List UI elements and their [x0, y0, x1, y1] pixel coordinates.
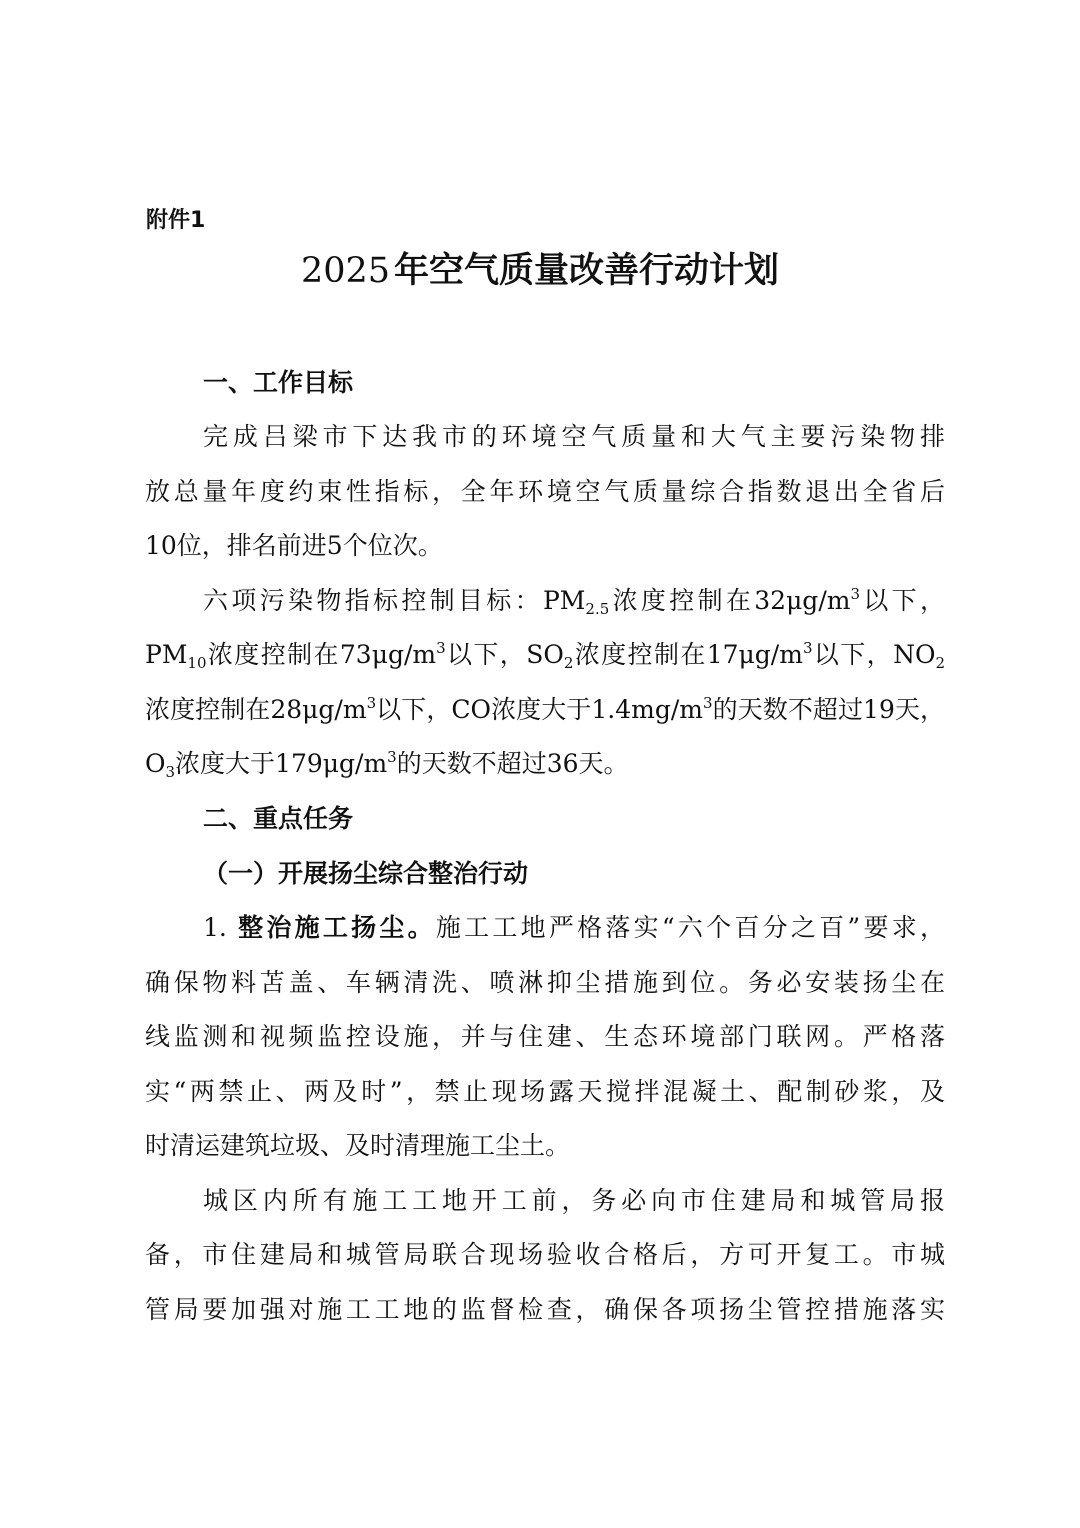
subsection-heading: （一）开展扬尘综合整治行动 — [203, 859, 529, 888]
item-title: 整治施工扬尘。 — [238, 913, 436, 942]
paragraph-line: 10位，排名前进5个位次。 — [145, 531, 443, 560]
item-text: 施工工地严格落实“六个百分之百”要求， — [435, 913, 945, 942]
paragraph-line: 实“两禁止、两及时”，禁止现场露天搅拌混凝土、配制砂浆，及 — [145, 1077, 945, 1106]
pollutant-targets-line: 浓度控制在$28\mu g/m^3$以下，CO浓度大于$1.4mg/m^3$的天数不超过19天， — [145, 694, 945, 724]
section-heading-key-tasks: 二、重点任务 — [203, 804, 354, 833]
item-1-first-line — [203, 906, 945, 950]
pollutant-targets-line: $PM_{10}$浓度控制在$73\mu g/m^3$以下，$SO_2$浓度控制在$17\mu g/m^3$以下，$NO_2$ — [145, 639, 945, 672]
attachment-label: 附件1 — [146, 208, 206, 233]
title-text: 年空气质量改善行动计划 — [394, 251, 780, 291]
pollutant-targets-line: $O_3$浓度大于$179\mu g/m^3$的天数不超过36天。 — [145, 748, 629, 781]
paragraph-line: 确保物料苫盖、车辆清洗、喷淋抑尘措施到位。务必安装扬尘在 — [145, 968, 945, 997]
paragraph-line: 管局要加强对施工工地的监督检查，确保各项扬尘管控措施落实 — [145, 1295, 945, 1324]
section-heading-work-goals: 一、工作目标 — [203, 368, 354, 397]
item-number: 1. — [203, 913, 227, 942]
pollutant-targets-line: 六项污染物指标控制目标：$PM_{2.5}$浓度控制在$32\mu g/m^3$以下， — [203, 585, 945, 618]
document-title — [0, 246, 1080, 296]
title-year: 2025 — [300, 251, 391, 291]
paragraph-line: 城区内所有施工工地开工前，务必向市住建局和城管局报 — [203, 1186, 945, 1215]
paragraph-line: 完成吕梁市下达我市的环境空气质量和大气主要污染物排 — [203, 422, 945, 451]
paragraph-line: 线监测和视频监控设施，并与住建、生态环境部门联网。严格落 — [145, 1022, 945, 1051]
paragraph-line: 备，市住建局和城管局联合现场验收合格后，方可开复工。市城 — [145, 1240, 945, 1269]
paragraph-line: 放总量年度约束性指标，全年环境空气质量综合指数退出全省后 — [145, 477, 945, 506]
paragraph-line: 时清运建筑垃圾、及时清理施工尘土。 — [145, 1131, 571, 1160]
